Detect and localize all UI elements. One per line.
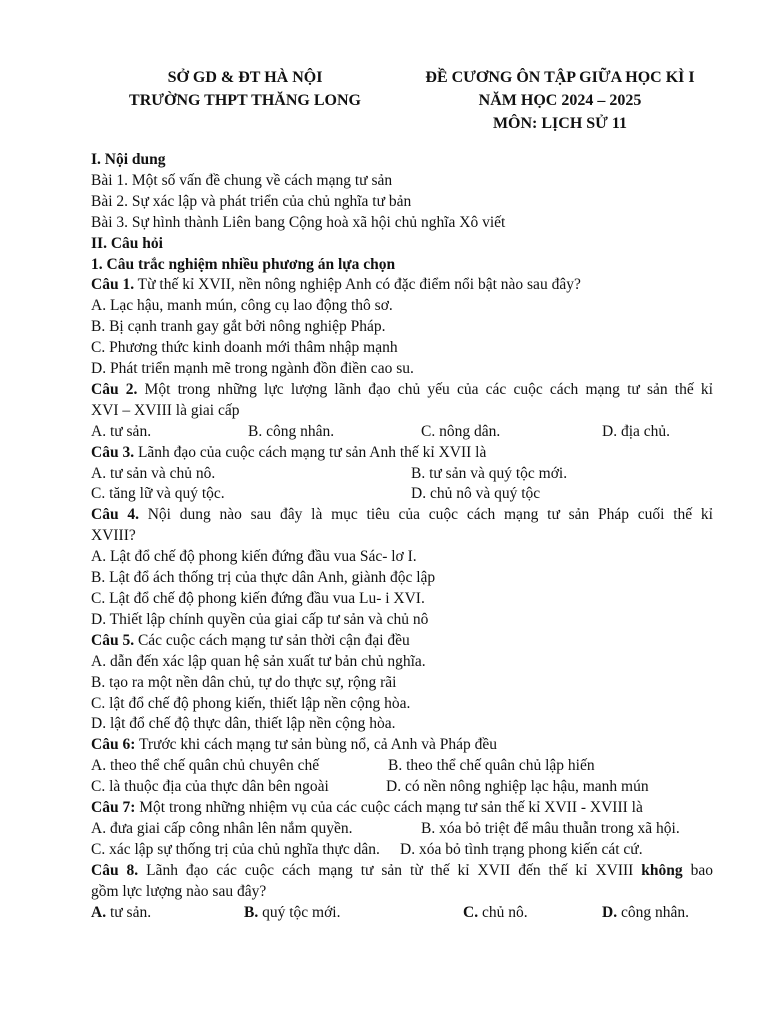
question-label: Câu 8. — [91, 861, 139, 879]
answer-row — [91, 464, 713, 485]
lesson-item: Bài 1. Một số vấn đề chung về cách mạng tư sản — [91, 171, 393, 189]
school-year: NĂM HỌC 2024 – 2025 — [478, 92, 642, 109]
subject-name: MÔN: LỊCH SỬ 11 — [492, 115, 628, 132]
option-letter: D. — [602, 903, 618, 921]
answer-row — [91, 422, 713, 443]
answer-option: C. lật đổ chế độ phong kiến, thiết lập nền cộng hòa. — [91, 694, 411, 712]
answer-row — [91, 840, 713, 861]
answer-option: C. Phương thức kinh doanh mới thâm nhập mạnh — [91, 339, 398, 357]
answer-option: B. xóa bỏ triệt để mâu thuẫn trong xã hội. — [421, 819, 680, 837]
question-text-continued: XVIII? — [91, 527, 136, 545]
answer-option: A. theo thể chế quân chủ chuyên chế — [91, 757, 320, 775]
answer-option: B. tạo ra một nền dân chủ, tự do thực sự, rộng rãi — [91, 673, 397, 691]
answer-option: C. Lật đổ chế độ phong kiến đứng đầu vua Lu- i XVI. — [91, 589, 425, 607]
header-left — [100, 66, 390, 112]
answer-option — [463, 903, 528, 924]
option-letter: A. — [91, 903, 107, 921]
question-text-continued: gồm lực lượng nào sau đây? — [91, 882, 267, 900]
section-2-subtitle: 1. Câu trắc nghiệm nhiều phương án lựa chọn — [91, 255, 396, 273]
question-text: Nội dung nào sau đây là mục tiêu của cuộc cách mạng tư sản Pháp cuối thế kỉ — [138, 506, 713, 524]
question-label: Câu 4. — [91, 506, 139, 524]
answer-row — [91, 819, 713, 840]
option-text: công nhân. — [617, 903, 689, 921]
document-title: ĐỀ CƯƠNG ÔN TẬP GIỮA HỌC KÌ I — [425, 69, 695, 86]
question-text: Các cuộc cách mạng tư sản thời cận đại đều — [134, 631, 410, 649]
question-emphasis: không — [641, 861, 683, 879]
question-text: Lãnh đạo các cuộc cách mạng tư sản từ thế kỉ XVII đến thế kỉ XVIII — [138, 861, 642, 879]
answer-option: C. xác lập sự thống trị của chủ nghĩa thực dân. — [91, 840, 380, 858]
school-name: TRƯỜNG THPT THĂNG LONG — [129, 92, 361, 109]
option-text: chủ nô. — [478, 903, 528, 921]
answer-option: D. xóa bỏ tình trạng phong kiến cát cứ. — [400, 840, 643, 858]
question-label: Câu 6: — [91, 736, 136, 754]
answer-option — [602, 903, 689, 924]
answer-option: C. là thuộc địa của thực dân bên ngoài — [91, 778, 329, 796]
option-letter: C. — [463, 903, 479, 921]
question-label: Câu 5. — [91, 631, 135, 649]
question-text: Trước khi cách mạng tư sản bùng nổ, cả Anh và Pháp đều — [135, 736, 497, 754]
answer-option: D. có nền nông nghiệp lạc hậu, manh mún — [386, 778, 649, 796]
section-2-title: II. Câu hỏi — [91, 234, 163, 252]
lesson-item: Bài 2. Sự xác lập và phát triển của chủ nghĩa tư bản — [91, 192, 412, 210]
lesson-item: Bài 3. Sự hình thành Liên bang Cộng hoà xã hội chủ nghĩa Xô viết — [91, 213, 506, 231]
question-text: Từ thế kỉ XVII, nền nông nghiệp Anh có đặc điểm nổi bật nào sau đây? — [134, 276, 581, 294]
answer-option: C. nông dân. — [421, 422, 501, 440]
answer-option: D. Thiết lập chính quyền của giai cấp tư sản và chủ nô — [91, 610, 429, 628]
question-label: Câu 7: — [91, 799, 136, 817]
question-label: Câu 2. — [91, 380, 138, 398]
question-7 — [91, 798, 713, 819]
answer-option: A. tư sản. — [91, 422, 152, 440]
department-name: SỞ GD & ĐT HÀ NỘI — [167, 69, 323, 86]
answer-row — [91, 484, 713, 505]
answer-option: D. Phát triển mạnh mẽ trong ngành đồn điền cao su. — [91, 360, 414, 378]
answer-option: D. địa chủ. — [602, 422, 671, 440]
question-text: Một trong những nhiệm vụ của các cuộc cách mạng tư sản thế kỉ XVII - XVIII là — [135, 799, 643, 817]
answer-row — [91, 756, 713, 777]
question-label: Câu 3. — [91, 443, 135, 461]
question-5 — [91, 631, 713, 652]
question-label: Câu 1. — [91, 276, 135, 294]
question-4 — [91, 505, 713, 526]
question-text: Một trong những lực lượng lãnh đạo chủ yếu của các cuộc cách mạng tư sản thế kỉ — [137, 380, 713, 398]
header-right — [395, 66, 725, 135]
question-8 — [91, 861, 713, 882]
question-3 — [91, 443, 713, 464]
question-text: Lãnh đạo của cuộc cách mạng tư sản Anh thế kỉ XVII là — [134, 443, 487, 461]
question-6 — [91, 735, 713, 756]
question-1 — [91, 275, 713, 296]
answer-option: B. tư sản và quý tộc mới. — [411, 464, 568, 482]
answer-option: A. Lật đổ chế độ phong kiến đứng đầu vua Sác- lơ I. — [91, 548, 417, 566]
answer-option — [91, 903, 151, 924]
section-1-title: I. Nội dung — [91, 151, 166, 168]
answer-option: B. Bị cạnh tranh gay gắt bởi nông nghiệp Pháp. — [91, 318, 386, 336]
answer-option: A. đưa giai cấp công nhân lên nắm quyền. — [91, 819, 353, 837]
document-body — [91, 150, 713, 923]
option-text: tư sản. — [106, 903, 152, 921]
answer-option: A. Lạc hậu, manh mún, công cụ lao động thô sơ. — [91, 297, 393, 315]
answer-option — [244, 903, 340, 924]
answer-row — [91, 903, 713, 924]
answer-option: B. công nhân. — [248, 422, 335, 440]
answer-option: A. dẫn đến xác lập quan hệ sản xuất tư bản chủ nghĩa. — [91, 652, 426, 670]
answer-option: B. Lật đổ ách thống trị của thực dân Anh, giành độc lập — [91, 569, 436, 587]
answer-option: C. tăng lữ và quý tộc. — [91, 485, 225, 503]
answer-row — [91, 777, 713, 798]
option-letter: B. — [244, 903, 259, 921]
question-2 — [91, 380, 713, 401]
answer-option: D. lật đổ chế độ thực dân, thiết lập nền cộng hòa. — [91, 715, 396, 733]
option-text: quý tộc mới. — [258, 903, 341, 921]
answer-option: A. tư sản và chủ nô. — [91, 464, 216, 482]
answer-option: B. theo thể chế quân chủ lập hiến — [388, 757, 595, 775]
question-text-end: bao — [682, 861, 713, 879]
answer-option: D. chủ nô và quý tộc — [411, 485, 541, 503]
question-text-continued: XVI – XVIII là giai cấp — [91, 401, 240, 419]
